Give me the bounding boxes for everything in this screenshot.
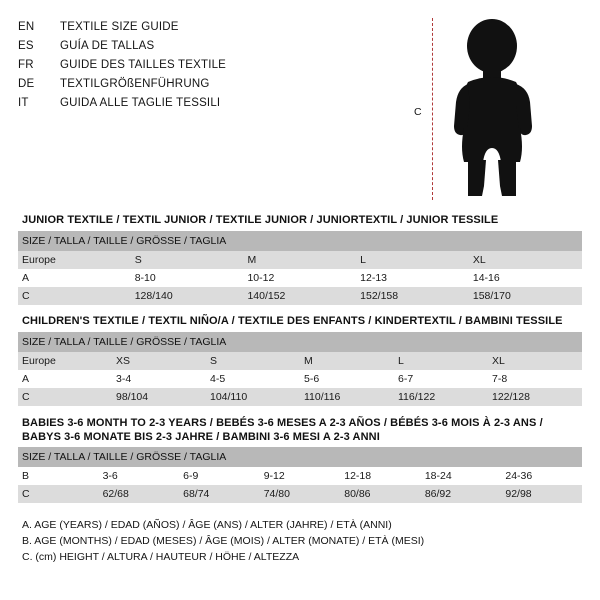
language-title-list	[18, 14, 378, 113]
table-head-row	[18, 231, 582, 251]
table-cell: 7-8	[488, 370, 582, 388]
row-label: C	[18, 485, 99, 503]
language-code: IT	[18, 97, 29, 109]
language-title: TEXTILGRÖßENFÜHRUNG	[60, 78, 210, 90]
table-row	[18, 269, 582, 287]
section-junior	[18, 208, 582, 305]
column-header: S	[206, 352, 300, 370]
language-title: GUIDA ALLE TAGLIE TESSILI	[60, 97, 221, 109]
row-label: C	[18, 287, 131, 305]
table-head-row	[18, 447, 582, 467]
size-head-label: SIZE / TALLA / TAILLE / GRÖSSE / TAGLIA	[18, 332, 582, 352]
language-row	[18, 18, 378, 37]
language-title: GUIDE DES TAILLES TEXTILE	[60, 59, 227, 71]
table-row	[18, 352, 582, 370]
table-cell: 116/122	[394, 388, 488, 406]
table-cell: 74/80	[260, 485, 341, 503]
figure-area	[378, 14, 582, 204]
table-cell: 86/92	[421, 485, 502, 503]
language-code: FR	[18, 59, 34, 71]
size-table-children	[18, 332, 582, 406]
language-row	[18, 37, 378, 56]
table-head-row	[18, 332, 582, 352]
language-title: GUÍA DE TALLAS	[60, 40, 155, 52]
size-table-babies	[18, 447, 582, 503]
table-cell: 12-13	[356, 269, 469, 287]
table-cell: 9-12	[260, 467, 341, 485]
table-row	[18, 388, 582, 406]
table-cell: 14-16	[469, 269, 582, 287]
row-label: C	[18, 388, 112, 406]
height-measure-line	[432, 18, 433, 200]
size-table-junior	[18, 231, 582, 305]
table-cell: 122/128	[488, 388, 582, 406]
column-header: Europe	[18, 352, 112, 370]
table-cell: 12-18	[340, 467, 421, 485]
table-cell: 10-12	[243, 269, 356, 287]
language-code: DE	[18, 78, 35, 90]
column-header: XL	[469, 251, 582, 269]
column-header: L	[356, 251, 469, 269]
column-header: S	[131, 251, 244, 269]
table-row	[18, 251, 582, 269]
table-cell: 92/98	[501, 485, 582, 503]
legend-line: B. AGE (MONTHS) / EDAD (MESES) / ÂGE (MOIS) / ALTER (MONATE) / ETÀ (MESI)	[22, 535, 425, 547]
legend-line: C. (cm) HEIGHT / ALTURA / HAUTEUR / HÖHE / ALTEZZA	[22, 551, 300, 563]
table-row	[18, 467, 582, 485]
table-cell: 80/86	[340, 485, 421, 503]
legend	[18, 517, 582, 565]
height-measure-label: C	[414, 106, 422, 118]
column-header: L	[394, 352, 488, 370]
size-head-label: SIZE / TALLA / TAILLE / GRÖSSE / TAGLIA	[18, 447, 582, 467]
table-cell: 140/152	[243, 287, 356, 305]
column-header: XL	[488, 352, 582, 370]
language-row	[18, 56, 378, 75]
table-cell: 8-10	[131, 269, 244, 287]
row-label: A	[18, 269, 131, 287]
table-cell: 6-9	[179, 467, 260, 485]
toddler-silhouette-icon	[440, 16, 560, 202]
table-cell: 3-6	[99, 467, 180, 485]
column-header: XS	[112, 352, 206, 370]
column-header: M	[243, 251, 356, 269]
section-children	[18, 309, 582, 406]
table-cell: 110/116	[300, 388, 394, 406]
table-row	[18, 485, 582, 503]
table-cell: 5-6	[300, 370, 394, 388]
table-cell: 62/68	[99, 485, 180, 503]
table-cell: 3-4	[112, 370, 206, 388]
section-title: CHILDREN'S TEXTILE / TEXTIL NIÑO/A / TEXTILE DES ENFANTS / KINDERTEXTIL / BAMBINI TESSILE	[22, 315, 563, 327]
section-title: JUNIOR TEXTILE / TEXTIL JUNIOR / TEXTILE JUNIOR / JUNIORTEXTIL / JUNIOR TESSILE	[22, 214, 499, 226]
size-head-label: SIZE / TALLA / TAILLE / GRÖSSE / TAGLIA	[18, 231, 582, 251]
section-title: BABIES 3-6 MONTH TO 2-3 YEARS / BEBÉS 3-6 MESES A 2-3 AÑOS / BÉBÉS 3-6 MOIS À 2-3 ANS / BABYS 3-6 MONATE BIS 2-3 JAHRE / BAMBINI 3-6 MESI A 2-3 ANNI	[22, 417, 543, 443]
language-code: ES	[18, 40, 34, 52]
table-cell: 128/140	[131, 287, 244, 305]
table-cell: 18-24	[421, 467, 502, 485]
header	[18, 14, 582, 204]
table-cell: 4-5	[206, 370, 300, 388]
legend-line: A. AGE (YEARS) / EDAD (AÑOS) / ÂGE (ANS) / ALTER (JAHRE) / ETÀ (ANNI)	[22, 519, 392, 531]
table-cell: 104/110	[206, 388, 300, 406]
table-cell: 158/170	[469, 287, 582, 305]
table-cell: 68/74	[179, 485, 260, 503]
section-babies	[18, 410, 582, 503]
language-row	[18, 75, 378, 94]
row-label: B	[18, 467, 99, 485]
language-title: TEXTILE SIZE GUIDE	[60, 21, 179, 33]
table-row	[18, 287, 582, 305]
table-cell: 98/104	[112, 388, 206, 406]
language-code: EN	[18, 21, 35, 33]
row-label: A	[18, 370, 112, 388]
table-cell: 6-7	[394, 370, 488, 388]
table-cell: 24-36	[501, 467, 582, 485]
table-row	[18, 370, 582, 388]
column-header: M	[300, 352, 394, 370]
language-row	[18, 94, 378, 113]
column-header: Europe	[18, 251, 131, 269]
table-cell: 152/158	[356, 287, 469, 305]
